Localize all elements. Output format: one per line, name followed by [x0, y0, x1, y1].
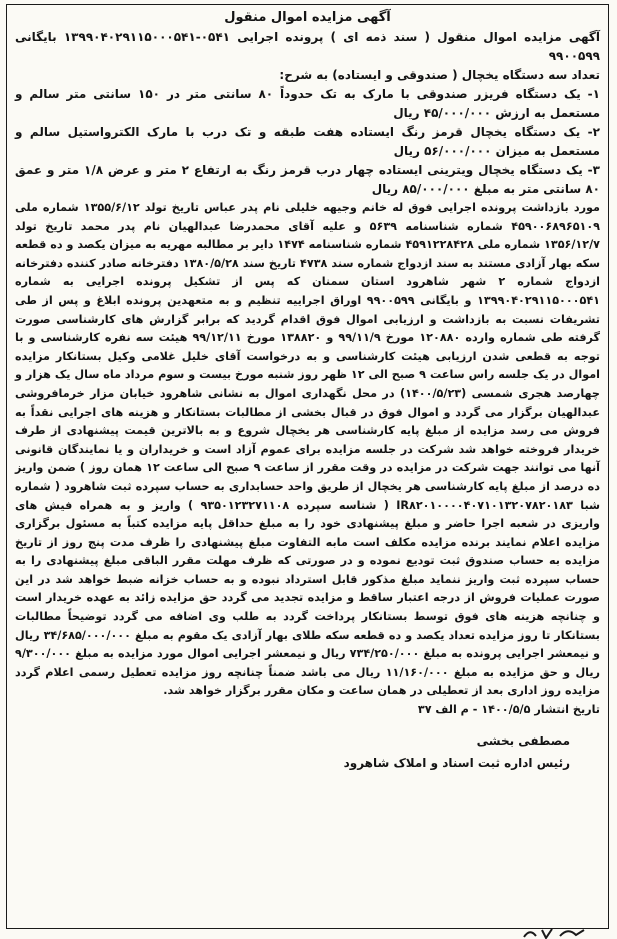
item-freezer: ۱- یک دستگاه فریزر صندوقی با مارک به تک حدوداً ۸۰ سانتی متر در ۱۵۰ سانتی متر سالم و مستعمل به ارزش ۴۵/۰۰۰/۰۰۰ ریال	[15, 87, 600, 120]
signatory-title: رئیس اداره ثبت اسناد و املاک شاهرود	[343, 755, 570, 770]
notice-subtitle: آگهی مزایده اموال منقول ( سند ذمه ای ) پرونده اجرایی ۰۵۴۱-۱۳۹۹۰۴۰۲۹۱۱۵۰۰۰۵۴۱ بایگانی ۹۹۰۰۵۹۹	[15, 30, 600, 63]
item-display-fridge: ۳- یک دستگاه یخچال ویترینی ایستاده چهار درب قرمز رنگ به ارتفاع ۲ متر و عرض ۱/۸ متر و عمق ۸۰ سانتی متر به مبلغ ۸۵/۰۰۰/۰۰۰ ریال	[15, 163, 600, 196]
signature-block	[15, 730, 600, 774]
signatory-name: مصطفی بخشی	[476, 733, 570, 748]
handwritten-mark	[520, 926, 590, 939]
notice-title: آگهی مزایده اموال منقول	[224, 10, 391, 25]
items-intro: تعداد سه دستگاه یخچال ( صندوقی و ایستاده) به شرح:	[279, 68, 600, 82]
notice-body: مورد بازداشت پرونده اجرایی فوق له خانم وجیهه خلیلی نام پدر عباس تاریخ تولد ۱۳۵۵/۶/۱۲ شماره ملی ۴۵۹۰۰۶۸۹۶۵۱۰۹ شماره شناسنامه ۵۶۳۹ و علیه آقای محمدرضا عبدالهیان نام پدر محمد تاریخ تولد ۱۳۵۶/۱۲/۷ شماره ملی ۴۵۹۱۲۲۸۴۲۸ شماره شناسنامه ۱۴۷۴ دایر بر مطالبه مهریه به میزان یکصد و ده قطعه سکه بهار آزادی مستند به سند ازدواج شماره سند ۴۷۳۸ تاریخ سند ۱۳۸۰/۵/۲۸ دفترخانه صادر کننده دفترخانه ازدواج شماره ۲ شهر شاهرود استان سمنان که پس از تشکیل پرونده اجرایی به شماره ۱۳۹۹۰۴۰۲۹۱۱۵۰۰۰۵۴۱ و بایگانی ۹۹۰۰۵۹۹ اوراق اجراییه تنظیم و به متعهدین پرونده ابلاغ و پس از طی تشریفات نسبت به بازداشت و ارزیابی اموال فوق اقدام گردید که برابر گزارش های کارشناسی صورت گرفته طی شماره وارده ۱۲۰۸۸۰ مورخ ۹۹/۱۱/۹ و ۱۳۸۸۲۰ مورخ ۹۹/۱۲/۱۱ هیئت سه نفره کارشناسی و با توجه به قطعی شدن ارزیابی هیئت کارشناسی و به درخواست آقای خلیل غلامی وکیل بستانکار مزایده اموال در یک جلسه راس ساعت ۹ صبح الی ۱۲ ظهر روز شنبه مورخ بیست و سوم مرداد ماه سال یک هزار و چهارصد هجری شمسی (۱۴۰۰/۵/۲۳) در محل نگهداری اموال به نشانی شاهرود خیابان مزار خرمافروشی عبدالهیان برگزار می گردد و اموال فوق در قبال بخشی از مطالبات بستانکار و هزینه های اجرایی نقداً به فروش می رسد مزایده از مبلغ پایه کارشناسی هر یخچال شروع و به بالاترین قیمت پیشنهادی از طرف خریدار فروخته خواهد شد شرکت در جلسه مزایده برای عموم آزاد است و خریداران و یا نمایندگان قانونی آنها می توانند جهت شرکت در مزایده در وقت مقرر از ساعت ۹ صبح الی ساعت ۱۲ همان روز ) ضمن واریز ده درصد از مبلغ پایه کارشناسی هر یخچال از طریق واحد حسابداری به حساب سپرده ثبت شاهرود ( شماره شبا IR۸۲۰۱۰۰۰۰۴۰۷۱۰۱۳۲۰۷۸۲۰۱۸۳ ( شناسه سپرده ۹۳۵۰۱۲۳۲۷۱۱۰۸ ) واریز و به همراه فیش های واریزی در شعبه اجرا حاضر و مبلغ پیشنهادی خود را به مبلغ حداقل پایه مزایده کتباً به مسئول برگزاری مزایده اعلام نمایند برنده مزایده مکلف است مابه التفاوت مبلغ پیشنهادی را ظرف مدت پنج روز از تاریخ مزایده به حساب صندوق ثبت تودیع نموده و در صورتی که ظرف مهلت مقرر الباقی مبلغ پیشنهادی را به حساب سپرده ثبت واریز ننماید مبلغ مذکور قابل استرداد نبوده و به حساب خزانه ضبط خواهد شد در این صورت عملیات فروش از درجه اعتبار ساقط و مزایده تجدید می گردد حق مزایده زائد به عهده خریدار است و چنانچه هزینه های فوق توسط بستانکار پرداخت گردد به طلب وی اضافه می گردد توضیحاً مطالبات بستانکار تا روز مزایده تعداد یکصد و ده قطعه سکه طلای بهار آزادی یک مقوم به مبلغ ۳۴/۶۸۵/۰۰۰/۰۰۰ ریال و نیمعشر اجرایی پرونده به مبلغ ۷۳۴/۲۵۰/۰۰۰ ریال و نیمعشر اجرایی اموال مورد مزایده به مبلغ ۹/۳۰۰/۰۰۰ ریال و حق مزایده به مبلغ ۱۱/۱۶۰/۰۰۰ ریال می باشد ضمناً چنانچه روز مزایده تعطیل رسمی اعلام گردد مزایده روز اداری بعد از تعطیلی در همان ساعت و مکان مقرر برگزار خواهد شد.	[15, 201, 601, 698]
item-standing-fridge: ۲- یک دستگاه یخچال قرمز رنگ ایستاده هفت طبقه و تک درب با مارک الکترواستیل سالم و مستعمل به میزان ۵۶/۰۰۰/۰۰۰ ریال	[15, 125, 600, 158]
publish-date: تاریخ انتشار ۱۴۰۰/۵/۵ - م الف ۳۷	[417, 703, 600, 717]
auction-notice	[6, 4, 609, 929]
